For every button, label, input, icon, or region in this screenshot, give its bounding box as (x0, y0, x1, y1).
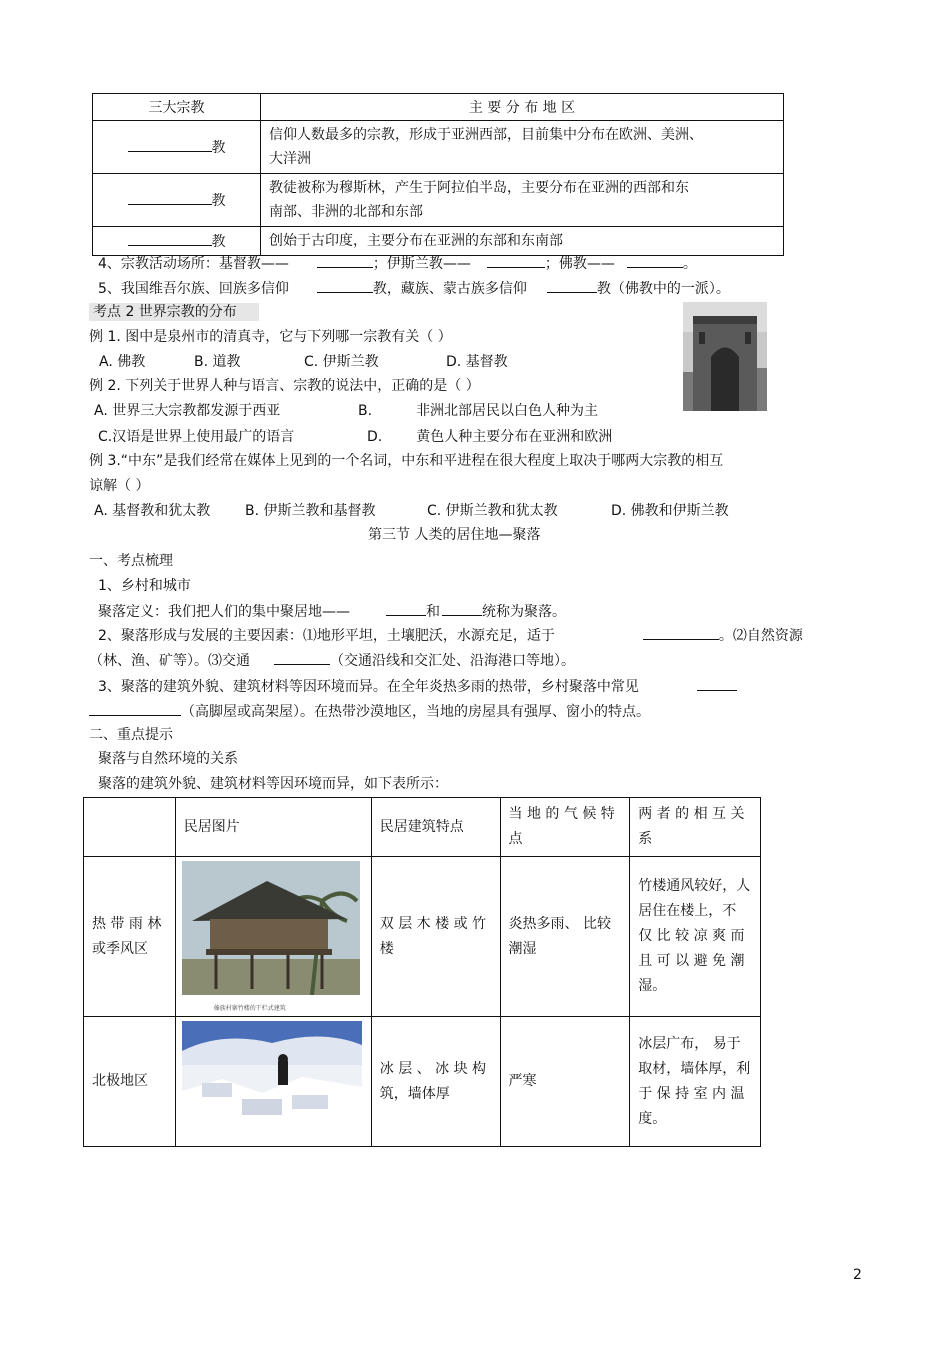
feature-cell: 双 层 木 楼 或 竹 楼 (371, 857, 500, 1017)
answer-blank[interactable] (697, 677, 737, 691)
section-3-title: 第三节 人类的居住地—聚落 (368, 527, 541, 543)
igloo-photo (182, 1021, 362, 1133)
example-3-option-b[interactable]: B. 伊斯兰教和基督教 (245, 503, 376, 519)
page-number: 2 (853, 1267, 862, 1283)
answer-blank[interactable] (627, 254, 683, 268)
example-3-option-c[interactable]: C. 伊斯兰教和犹太教 (427, 503, 558, 519)
example-3-question: 例 3.“中东”是我们经常在媒体上见到的一个名词，中东和平进程在很大程度上取决于哪两大宗教的相互 (89, 453, 724, 469)
religion-header-2: 主 要 分 布 地 区 (261, 94, 784, 121)
kaodian-2-heading: 考点 2 世界宗教的分布 (89, 303, 259, 321)
answer-blank[interactable] (643, 626, 719, 640)
answer-blank[interactable] (386, 602, 426, 616)
answer-blank[interactable] (547, 279, 597, 293)
example-2-option-a[interactable]: A. 世界三大宗教都发源于西亚 (94, 403, 281, 419)
subheading-1-1: 1、乡村和城市 (98, 578, 191, 594)
example-1-option-d[interactable]: D. 基督教 (446, 354, 508, 370)
answer-blank[interactable] (442, 602, 482, 616)
answer-blank[interactable] (89, 702, 181, 716)
section-heading-2: 二、重点提示 (89, 727, 173, 743)
answer-blank[interactable] (317, 254, 373, 268)
example-2-question: 例 2. 下列关于世界人种与语言、宗教的说法中，正确的是（ ） (89, 378, 480, 394)
header-photo: 民居图片 (175, 798, 371, 857)
example-2-option-b[interactable]: B. 非洲北部居民以白色人种为主 (358, 403, 599, 419)
example-3-option-a[interactable]: A. 基督教和犹太教 (94, 503, 211, 519)
answer-blank[interactable] (487, 254, 545, 268)
mosque-photo (683, 302, 767, 411)
settlement-definition: 聚落定义：我们把人们的集中聚居地—— 和 统称为聚落。 (98, 604, 566, 620)
answer-blank[interactable] (128, 138, 212, 152)
header-feature: 民居建筑特点 (371, 798, 500, 857)
header-empty (84, 798, 176, 857)
feature-cell: 冰 层 、 冰 块 构 筑，墙体厚 (371, 1017, 500, 1147)
relation-cell: 冰层广布， 易于取材，墙体厚，利 于 保 持 室 内 温度。 (630, 1017, 761, 1147)
photo-cell (175, 857, 371, 1017)
table-intro: 聚落的建筑外貌、建筑材料等因环境而异，如下表所示： (98, 776, 448, 792)
religion-name-cell: 教 (93, 174, 261, 227)
bamboo-house-photo (182, 861, 360, 1005)
answer-blank[interactable] (128, 232, 212, 246)
example-3-question-cont: 谅解（ ） (89, 478, 150, 494)
question-4: 4、宗教活动场所：基督教—— ；伊斯兰教—— ；佛教—— 。 (98, 256, 697, 272)
section-heading-1: 一、考点梳理 (89, 553, 173, 569)
religion-desc-cell: 教徒被称为穆斯林，产生于阿拉伯半岛，主要分布在亚洲的西部和东 南部、非洲的北部和东部 (261, 174, 784, 227)
relation-cell: 竹楼通风较好，人居住在楼上，不 仅 比 较 凉 爽 而 且 可 以 避 免 潮湿。 (630, 857, 761, 1017)
example-1-option-b[interactable]: B. 道教 (194, 354, 241, 370)
religion-header-1: 三大宗教 (93, 94, 261, 121)
settlement-table (83, 797, 761, 1147)
header-climate: 当 地 的 气 候 特 点 (500, 798, 630, 857)
example-3-option-d[interactable]: D. 佛教和伊斯兰教 (611, 503, 729, 519)
header-relation: 两 者 的 相 互 关 系 (630, 798, 761, 857)
question-5: 5、我国维吾尔族、回族多信仰 教，藏族、蒙古族多信仰 教（佛教中的一派）。 (98, 281, 730, 297)
region-cell: 北极地区 (84, 1017, 176, 1147)
example-1-question: 例 1. 图中是泉州市的清真寺，它与下列哪一宗教有关（ ） (89, 329, 452, 345)
climate-cell: 炎热多雨、 比较潮湿 (500, 857, 630, 1017)
photo-cell (175, 1017, 371, 1147)
answer-blank[interactable] (274, 651, 330, 665)
religion-name-cell: 教 (93, 227, 261, 256)
mosque-image (683, 302, 767, 411)
example-1-option-a[interactable]: A. 佛教 (99, 354, 146, 370)
climate-cell: 严寒 (500, 1017, 630, 1147)
religion-desc-cell: 创始于古印度，主要分布在亚洲的东部和东南部 (261, 227, 784, 256)
answer-blank[interactable] (317, 279, 373, 293)
paragraph-2-line-2: （林、渔、矿等）。⑶交通 （交通沿线和交汇处、沿海港口等地）。 (89, 653, 575, 669)
example-2-option-c[interactable]: C.汉语是世界上使用最广的语言 (98, 429, 295, 445)
religion-desc-cell: 信仰人数最多的宗教，形成于亚洲西部，目前集中分布在欧洲、美洲、 大洋洲 (261, 121, 784, 174)
photo-caption: 傣族村寨竹楼的干栏式建筑 (213, 1005, 286, 1012)
religion-name-cell: 教 (93, 121, 261, 174)
example-1-option-c[interactable]: C. 伊斯兰教 (304, 354, 379, 370)
religion-table (92, 93, 784, 256)
answer-blank[interactable] (128, 191, 212, 205)
subheading-2-1: 聚落与自然环境的关系 (98, 751, 238, 767)
region-cell: 热 带 雨 林 或季风区 (84, 857, 176, 1017)
paragraph-2-line-1: 2、聚落形成与发展的主要因素：⑴地形平坦，土壤肥沃，水源充足，适于 。⑵自然资源 (98, 628, 803, 644)
paragraph-3-line-1: 3、聚落的建筑外貌、建筑材料等因环境而异。在全年炎热多雨的热带，乡村聚落中常见 (98, 677, 737, 696)
example-2-option-d[interactable]: D. 黄色人种主要分布在亚洲和欧洲 (367, 429, 613, 445)
paragraph-3-line-2: （高脚屋或高架屋）。在热带沙漠地区，当地的房屋具有强厚、窗小的特点。 (89, 702, 650, 721)
